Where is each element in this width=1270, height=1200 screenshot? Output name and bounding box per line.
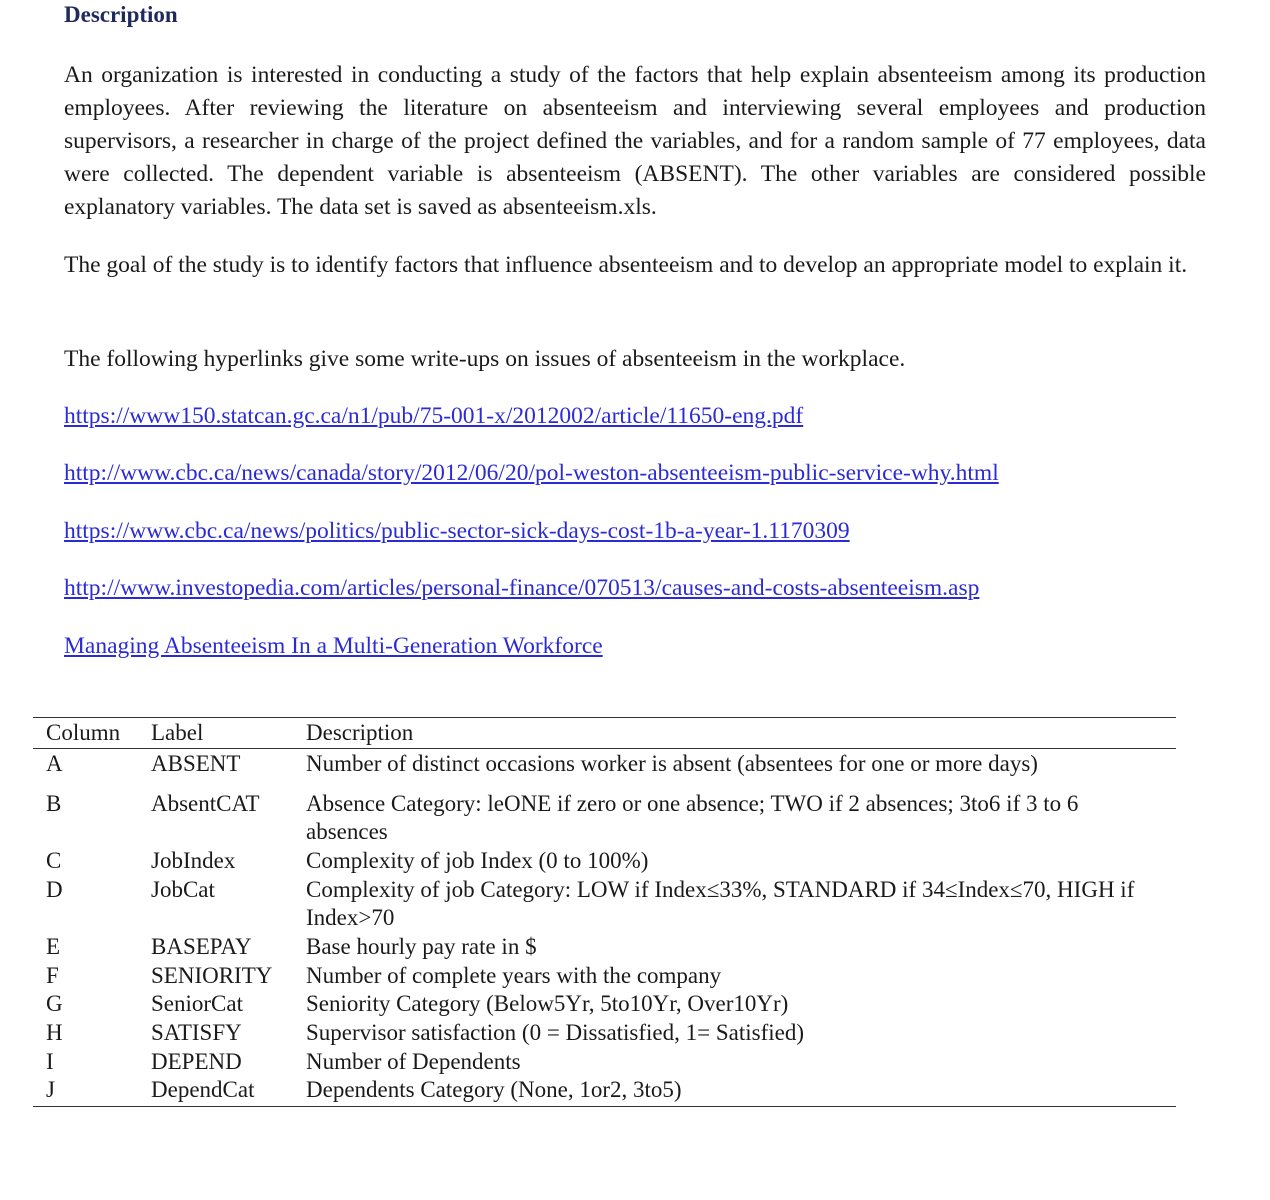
table-row-col: I [46, 1049, 54, 1074]
table-row-desc: Number of Dependents [306, 1049, 521, 1074]
table-row-desc: Number of distinct occasions worker is absent (absentees for one or more days) [306, 751, 1038, 776]
links-intro-paragraph: The following hyperlinks give some write-ups on issues of absenteeism in the workplace. [64, 346, 906, 372]
table-row-label: SeniorCat [151, 991, 243, 1016]
goal-paragraph: The goal of the study is to identify factors that influence absenteeism and to develop an appropriate model to explain it. [64, 252, 1188, 278]
link-statcan[interactable]: https://www150.statcan.gc.ca/n1/pub/75-001-x/2012002/article/11650-eng.pdf [64, 403, 804, 429]
table-row-label: SENIORITY [151, 963, 273, 988]
table-row-label: BASEPAY [151, 934, 252, 959]
table-row-col: A [46, 751, 63, 776]
table-row-desc: Seniority Category (Below5Yr, 5to10Yr, Over10Yr) [306, 991, 789, 1016]
link-cbc-weston[interactable]: http://www.cbc.ca/news/canada/story/2012/06/20/pol-weston-absenteeism-public-service-why.html [64, 460, 999, 486]
table-row-col: G [46, 991, 63, 1016]
header-column: Column [46, 720, 121, 745]
header-divider [33, 748, 1176, 749]
header-label: Label [151, 720, 204, 745]
table-row-col: D [46, 877, 63, 902]
table-row-label: DependCat [151, 1077, 255, 1102]
table-row-col: H [46, 1020, 63, 1045]
link-cbc-sick-days[interactable]: https://www.cbc.ca/news/politics/public-sector-sick-days-cost-1b-a-year-1.1170309 [64, 518, 850, 544]
table-row-desc: Supervisor satisfaction (0 = Dissatisfied, 1= Satisfied) [306, 1020, 805, 1045]
table-row-desc: Complexity of job Index (0 to 100%) [306, 848, 649, 873]
table-row-label: SATISFY [151, 1020, 242, 1045]
table-row-col: B [46, 791, 62, 816]
table-row-col: C [46, 848, 62, 873]
table-row-label: JobIndex [151, 848, 236, 873]
table-row-desc: Absence Category: leONE if zero or one absence; TWO if 2 absences; 3to6 if 3 to 6 absences [306, 791, 1079, 844]
table-row-desc: Base hourly pay rate in $ [306, 934, 537, 959]
table-row-desc: Complexity of job Category: LOW if Index≤33%, STANDARD if 34≤Index≤70, HIGH if Index>70 [306, 877, 1135, 930]
link-managing-absenteeism[interactable]: Managing Absenteeism In a Multi-Generation Workforce [64, 633, 603, 659]
page-title: Description [64, 2, 178, 27]
table-row-desc: Number of complete years with the company [306, 963, 722, 988]
table-row-col: F [46, 963, 59, 988]
table-row-label: AbsentCAT [151, 791, 260, 816]
table-row-desc: Dependents Category (None, 1or2, 3to5) [306, 1077, 682, 1102]
table-row-col: J [46, 1077, 55, 1102]
link-investopedia[interactable]: http://www.investopedia.com/articles/personal-finance/070513/causes-and-costs-absenteeism.asp [64, 575, 980, 601]
table-row-label: DEPEND [151, 1049, 242, 1074]
intro-paragraph: An organization is interested in conducting a study of the factors that help explain absenteeism among its production employees. After reviewing the literature on absenteeism and interviewing several employees and production supervisors, a researcher in charge of the project defined the variables, and for a random sample of 77 employees, data were collected. The dependent variable is absenteeism (ABSENT). The other variables are considered possible explanatory variables. The data set is saved as absenteeism.xls. [64, 62, 1206, 220]
table-row-label: JobCat [151, 877, 215, 902]
header-description: Description [306, 720, 414, 745]
table-row-col: E [46, 934, 61, 959]
variables-table [33, 717, 1176, 1107]
table-row-label: ABSENT [151, 751, 241, 776]
